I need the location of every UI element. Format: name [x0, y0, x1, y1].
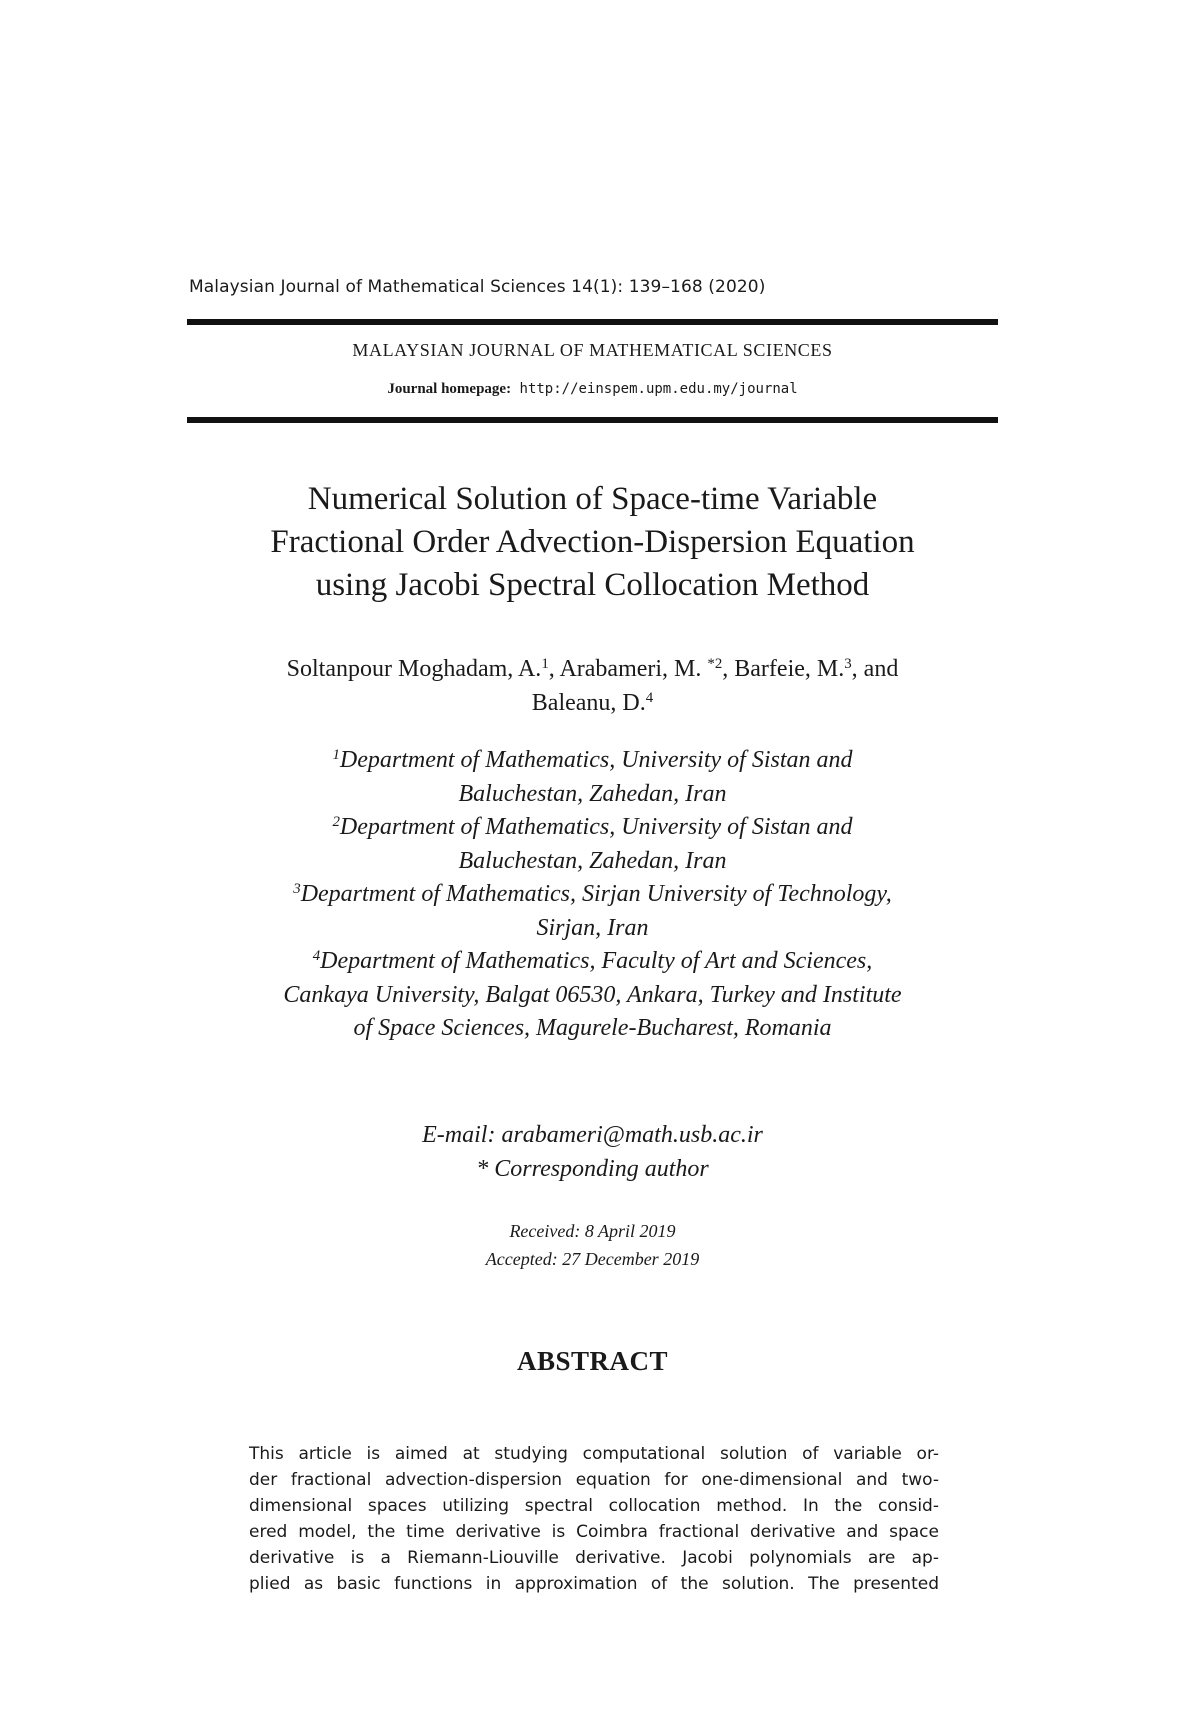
- header-rule-bottom: [187, 417, 998, 423]
- email-line: [140, 1118, 1045, 1152]
- author-separator: ,: [722, 656, 735, 682]
- author-affiliation-mark: *2: [707, 655, 723, 672]
- title-line: using Jacobi Spectral Collocation Method: [315, 567, 870, 603]
- author-name: Barfeie, M.: [734, 656, 845, 682]
- abstract-line: dimensional spaces utilizing spectral collocation method. In the consid-: [249, 1496, 939, 1516]
- title-line: Numerical Solution of Space-time Variable: [307, 481, 878, 517]
- abstract-line: This article is aimed at studying computational solution of variable or-: [249, 1444, 939, 1464]
- author-separator: , and: [851, 656, 899, 682]
- author-affiliation-mark: 1: [541, 655, 549, 672]
- header-rule-top: [187, 319, 998, 325]
- affiliation-line: [140, 945, 1045, 979]
- affiliation-text: Department of Mathematics, University of Sistan and: [339, 747, 853, 773]
- author-line: [140, 652, 1045, 686]
- affiliation-line: Baluchestan, Zahedan, Iran: [458, 847, 727, 874]
- affiliation-line: Baluchestan, Zahedan, Iran: [458, 780, 727, 807]
- author-affiliation-mark: 4: [645, 689, 654, 706]
- affiliation-mark: 3: [293, 880, 301, 897]
- abstract-line: ered model, the time derivative is Coimbra fractional derivative and space: [249, 1522, 939, 1542]
- author-list: [140, 652, 1045, 720]
- abstract-line: plied as basic functions in approximation of the solution. The presented: [249, 1574, 939, 1594]
- homepage-url[interactable]: http://einspem.upm.edu.my/journal: [519, 381, 798, 397]
- affiliation-mark: 4: [312, 947, 321, 964]
- author-line: [140, 686, 1045, 720]
- affiliation-mark: 2: [332, 813, 340, 830]
- affiliation-line: [140, 811, 1045, 845]
- affiliation-text: Department of Mathematics, Sirjan University of Technology,: [300, 881, 892, 907]
- running-head: Malaysian Journal of Mathematical Sciences 14(1): 139–168 (2020): [189, 277, 766, 297]
- journal-name: MALAYSIAN JOURNAL OF MATHEMATICAL SCIENCES: [352, 340, 833, 360]
- affiliation-line: Cankaya University, Balgat 06530, Ankara, Turkey and Institute: [283, 981, 902, 1008]
- author-name: Arabameri, M.: [559, 656, 708, 682]
- contact-block: [140, 1118, 1045, 1186]
- author-name: Soltanpour Moghadam, A.: [286, 656, 542, 682]
- author-name: Baleanu, D.: [531, 690, 646, 716]
- abstract-line: der fractional advection-dispersion equation for one-dimensional and two-: [249, 1470, 939, 1490]
- journal-homepage: [187, 381, 998, 398]
- homepage-label: Journal homepage:: [387, 381, 512, 397]
- abstract-heading: ABSTRACT: [516, 1346, 669, 1376]
- email-label: E-mail:: [422, 1122, 496, 1148]
- author-affiliation-mark: 3: [844, 655, 852, 672]
- email-address[interactable]: arabameri@math.usb.ac.ir: [501, 1122, 763, 1148]
- title-line: Fractional Order Advection-Dispersion Equation: [270, 524, 915, 560]
- corresponding-author-note: * Corresponding author: [476, 1156, 709, 1182]
- affiliation-text: Department of Mathematics, University of Sistan and: [339, 814, 853, 840]
- abstract-body: [249, 1441, 939, 1597]
- received-date: Received: 8 April 2019: [509, 1221, 676, 1241]
- affiliation-mark: 1: [332, 746, 340, 763]
- author-separator: ,: [548, 656, 560, 682]
- submission-dates: [140, 1217, 1045, 1273]
- affiliation-line: Sirjan, Iran: [536, 914, 649, 941]
- affiliation-text: Department of Mathematics, Faculty of Art and Sciences,: [320, 948, 873, 974]
- paper-title: [140, 478, 1045, 607]
- abstract-line: derivative is a Riemann-Liouville derivative. Jacobi polynomials are ap-: [249, 1548, 939, 1568]
- affiliation-line: [140, 878, 1045, 912]
- affiliation-line: of Space Sciences, Magurele-Bucharest, Romania: [353, 1015, 832, 1041]
- accepted-date: Accepted: 27 December 2019: [485, 1249, 700, 1269]
- affiliation-line: [140, 744, 1045, 778]
- affiliation-list: [140, 744, 1045, 1046]
